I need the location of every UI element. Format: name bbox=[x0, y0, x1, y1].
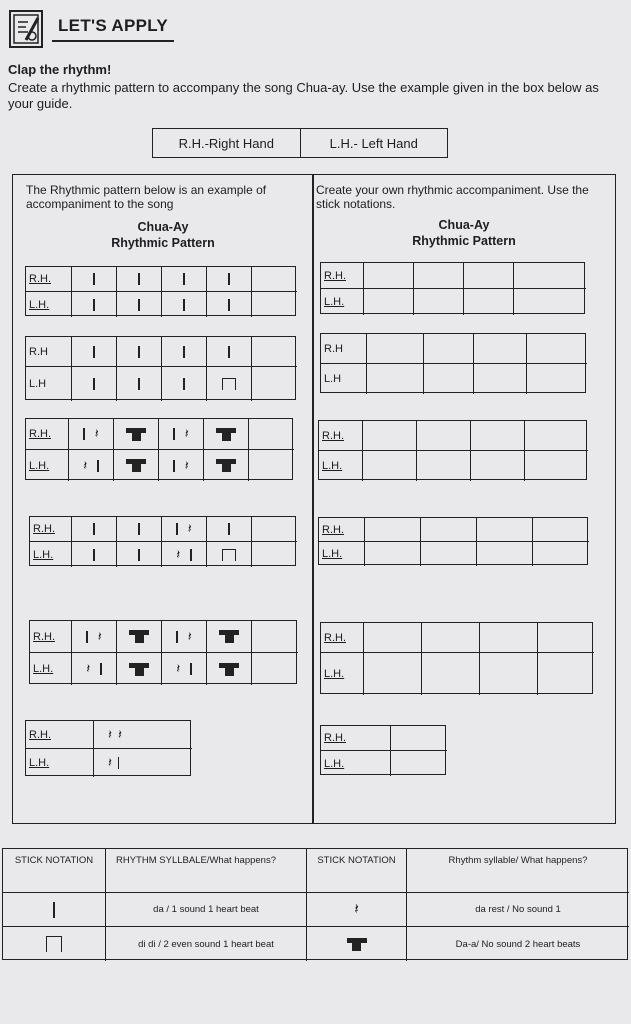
rest-icon: 𝄽 bbox=[187, 628, 192, 644]
note-cell bbox=[162, 367, 207, 401]
eighth-pair-symbol bbox=[3, 927, 106, 961]
note-cell bbox=[207, 621, 252, 653]
example-song-title: Chua-Ay bbox=[137, 220, 189, 234]
create-pattern-2[interactable] bbox=[320, 333, 586, 393]
create-song-title: Chua-Ay bbox=[438, 218, 490, 232]
rest-icon: 𝄽 bbox=[94, 426, 99, 441]
quarter-note-icon bbox=[97, 460, 99, 472]
answer-cell[interactable] bbox=[474, 364, 527, 394]
note-cell bbox=[252, 517, 297, 542]
section-title: LET'S APPLY bbox=[58, 16, 168, 35]
answer-cell[interactable] bbox=[364, 623, 422, 653]
note-cell bbox=[252, 292, 297, 317]
answer-cell[interactable] bbox=[474, 334, 527, 364]
header-rhythm-syllable: Rhythm syllable/ What happens? bbox=[407, 849, 629, 893]
answer-cell[interactable] bbox=[414, 263, 464, 289]
rh-label: R.H. bbox=[30, 621, 72, 653]
half-rest-icon bbox=[219, 663, 239, 676]
answer-cell[interactable] bbox=[414, 289, 464, 315]
answer-cell[interactable] bbox=[525, 421, 588, 451]
half-rest-icon bbox=[216, 459, 236, 472]
lh-label: L.H. bbox=[30, 542, 72, 567]
note-cell bbox=[159, 419, 204, 450]
note-cell bbox=[69, 450, 114, 481]
quarter-note-icon bbox=[176, 523, 178, 535]
answer-cell[interactable] bbox=[391, 726, 447, 751]
create-subtitle: Rhythmic Pattern bbox=[412, 234, 516, 248]
answer-cell[interactable] bbox=[363, 421, 417, 451]
note-cell bbox=[117, 367, 162, 401]
example-subtitle: Rhythmic Pattern bbox=[111, 236, 215, 250]
answer-cell[interactable] bbox=[514, 263, 586, 289]
rh-label: R.H. bbox=[26, 721, 94, 749]
header-stick-notation: STICK NOTATION bbox=[3, 849, 106, 893]
note-cell bbox=[72, 653, 117, 685]
example-pattern-6 bbox=[25, 720, 191, 776]
rest-icon: 𝄽 bbox=[108, 755, 112, 770]
note-cell bbox=[117, 542, 162, 567]
quarter-note-icon bbox=[173, 460, 175, 472]
quarter-note-icon bbox=[183, 346, 185, 358]
half-rest-icon bbox=[347, 938, 367, 951]
rh-label: R.H. bbox=[319, 518, 365, 542]
quarter-note-icon bbox=[93, 299, 95, 311]
note-cell bbox=[69, 419, 114, 450]
note-cell bbox=[72, 517, 117, 542]
quarter-note-icon bbox=[93, 346, 95, 358]
eighth-pair-icon bbox=[222, 549, 236, 561]
quarter-note-icon bbox=[228, 346, 230, 358]
note-cell bbox=[252, 621, 298, 653]
note-cell bbox=[207, 292, 252, 317]
example-pattern-5 bbox=[29, 620, 297, 684]
create-pattern-6[interactable] bbox=[320, 725, 446, 775]
note-cell bbox=[72, 367, 117, 401]
answer-cell[interactable] bbox=[417, 451, 471, 481]
answer-cell[interactable] bbox=[471, 421, 525, 451]
create-pattern-1[interactable] bbox=[320, 262, 585, 314]
answer-cell[interactable] bbox=[364, 263, 414, 289]
answer-cell[interactable] bbox=[464, 289, 514, 315]
answer-cell[interactable] bbox=[527, 364, 587, 394]
lh-label: L.H. bbox=[319, 542, 365, 566]
answer-cell[interactable] bbox=[480, 653, 538, 695]
rest-icon: 𝄽 bbox=[187, 521, 192, 536]
note-cell bbox=[117, 337, 162, 367]
answer-cell[interactable] bbox=[367, 334, 424, 364]
answer-cell[interactable] bbox=[514, 289, 586, 315]
rest-icon: 𝄽 bbox=[184, 426, 189, 441]
answer-cell[interactable] bbox=[424, 364, 474, 394]
note-cell bbox=[207, 367, 252, 401]
rh-label: R.H. bbox=[321, 726, 391, 751]
stick-notation-table bbox=[2, 848, 628, 960]
answer-cell[interactable] bbox=[364, 653, 422, 695]
half-rest-icon bbox=[129, 630, 149, 643]
answer-cell[interactable] bbox=[391, 751, 447, 776]
lh-label: L.H. bbox=[30, 653, 72, 685]
note-cell bbox=[94, 721, 192, 749]
quarter-note-icon bbox=[183, 378, 185, 390]
quarter-note-icon bbox=[53, 902, 55, 918]
note-cell bbox=[252, 267, 297, 292]
rh-label: R.H. bbox=[321, 623, 364, 653]
rest-icon: 𝄽 bbox=[176, 546, 181, 562]
rest-icon: 𝄽 bbox=[86, 661, 91, 676]
rest-icon: 𝄽 bbox=[97, 628, 102, 644]
note-cell bbox=[162, 337, 207, 367]
answer-cell[interactable] bbox=[421, 518, 477, 542]
note-cell bbox=[159, 450, 204, 481]
quarter-note-icon bbox=[138, 346, 140, 358]
half-rest-icon bbox=[129, 663, 149, 676]
lh-label: L.H. bbox=[321, 653, 364, 695]
eighth-pair-desc: di di / 2 even sound 1 heart beat bbox=[106, 927, 307, 961]
half-rest-icon bbox=[216, 428, 236, 441]
note-cell bbox=[117, 517, 162, 542]
lh-label: L.H bbox=[26, 367, 72, 401]
quarter-note-icon bbox=[138, 273, 140, 285]
note-cell bbox=[117, 267, 162, 292]
note-cell bbox=[162, 653, 207, 685]
answer-cell[interactable] bbox=[527, 334, 587, 364]
note-cell bbox=[72, 337, 117, 367]
rest-icon: 𝄽 bbox=[354, 900, 359, 918]
eighth-pair-icon bbox=[46, 936, 62, 952]
note-cell bbox=[162, 267, 207, 292]
answer-cell[interactable] bbox=[533, 542, 589, 566]
lh-label: L.H. bbox=[26, 292, 72, 317]
answer-cell[interactable] bbox=[471, 451, 525, 481]
rh-label: R.H. bbox=[30, 517, 72, 542]
example-pattern-2 bbox=[25, 336, 296, 400]
hand-legend bbox=[152, 128, 448, 158]
note-cell bbox=[117, 653, 162, 685]
note-cell bbox=[207, 653, 252, 685]
note-cell bbox=[117, 292, 162, 317]
quarter-note-icon bbox=[190, 549, 192, 561]
answer-cell[interactable] bbox=[422, 653, 480, 695]
answer-cell[interactable] bbox=[477, 518, 533, 542]
half-rest-icon bbox=[219, 630, 239, 643]
lh-label: L.H. bbox=[26, 749, 94, 777]
note-cell bbox=[207, 267, 252, 292]
quarter-note-icon bbox=[118, 757, 120, 769]
quarter-note-icon bbox=[93, 523, 95, 535]
eighth-pair-icon bbox=[222, 378, 236, 390]
lh-label: L.H. bbox=[319, 451, 363, 481]
answer-cell[interactable] bbox=[525, 451, 588, 481]
half-rest-symbol bbox=[307, 927, 407, 961]
answer-cell[interactable] bbox=[464, 263, 514, 289]
book-pencil-icon bbox=[8, 8, 46, 50]
quarter-note-icon bbox=[138, 523, 140, 535]
quarter-note-icon bbox=[86, 631, 88, 643]
quarter-note-icon bbox=[228, 299, 230, 311]
quarter-note-icon bbox=[228, 523, 230, 535]
answer-cell[interactable] bbox=[365, 518, 421, 542]
header-rhythm-syllable: RHYTHM SYLLBALE/What happens? bbox=[106, 849, 307, 893]
note-cell bbox=[162, 292, 207, 317]
rh-label: R.H bbox=[26, 337, 72, 367]
column-divider bbox=[312, 174, 314, 824]
title-underline bbox=[52, 40, 174, 42]
quarter-note-icon bbox=[93, 273, 95, 285]
note-cell bbox=[207, 337, 252, 367]
quarter-note-icon bbox=[100, 663, 102, 675]
note-cell bbox=[117, 621, 162, 653]
note-cell bbox=[114, 419, 159, 450]
activity-heading: Clap the rhythm! bbox=[8, 62, 112, 77]
note-cell bbox=[204, 450, 249, 481]
answer-cell[interactable] bbox=[477, 542, 533, 566]
example-pattern-1 bbox=[25, 266, 296, 316]
rest-icon: 𝄽 bbox=[117, 726, 122, 742]
note-cell bbox=[204, 419, 249, 450]
note-cell bbox=[252, 367, 297, 401]
lh-label: L.H. bbox=[26, 450, 69, 481]
rest-icon: 𝄽 bbox=[83, 457, 88, 473]
rh-label: R.H. bbox=[26, 267, 72, 292]
rest-icon: 𝄽 bbox=[108, 726, 112, 742]
quarter-note-icon bbox=[93, 549, 95, 561]
create-pattern-5[interactable] bbox=[320, 622, 593, 694]
example-pattern-4 bbox=[29, 516, 296, 566]
quarter-note-icon bbox=[173, 428, 175, 440]
legend-right-hand: R.H.-Right Hand bbox=[178, 135, 274, 151]
note-cell bbox=[162, 542, 207, 567]
answer-cell[interactable] bbox=[417, 421, 471, 451]
answer-cell[interactable] bbox=[365, 542, 421, 566]
quarter-note-icon bbox=[83, 428, 85, 440]
half-rest-desc: Da-a/ No sound 2 heart beats bbox=[455, 938, 581, 950]
note-cell bbox=[249, 450, 294, 481]
answer-cell[interactable] bbox=[424, 334, 474, 364]
note-cell bbox=[207, 517, 252, 542]
quarter-note-icon bbox=[138, 378, 140, 390]
quarter-note-icon bbox=[138, 549, 140, 561]
note-cell bbox=[114, 450, 159, 481]
note-cell bbox=[207, 542, 252, 567]
quarter-note-icon bbox=[183, 299, 185, 311]
lh-label: L.H. bbox=[321, 289, 364, 315]
answer-cell[interactable] bbox=[422, 623, 480, 653]
answer-cell[interactable] bbox=[364, 289, 414, 315]
example-pattern-3 bbox=[25, 418, 293, 480]
lh-label: L.H bbox=[321, 364, 367, 394]
rest-symbol bbox=[307, 893, 407, 927]
answer-cell[interactable] bbox=[421, 542, 477, 566]
quarter-note-icon bbox=[93, 378, 95, 390]
quarter-note-icon bbox=[176, 631, 178, 643]
create-intro: Create your own rhythmic accompaniment. Use the stick notations. bbox=[316, 183, 589, 211]
rest-desc: da rest / No sound 1 bbox=[407, 893, 629, 927]
note-cell bbox=[162, 517, 207, 542]
note-cell bbox=[72, 267, 117, 292]
half-rest-icon bbox=[126, 428, 146, 441]
legend-left-hand: L.H.- Left Hand bbox=[300, 129, 448, 157]
note-cell bbox=[252, 542, 297, 567]
answer-cell[interactable] bbox=[538, 653, 594, 695]
answer-cell[interactable] bbox=[367, 364, 424, 394]
note-cell bbox=[72, 542, 117, 567]
quarter-note-icon bbox=[138, 299, 140, 311]
quarter-note-icon bbox=[183, 273, 185, 285]
note-cell bbox=[252, 337, 297, 367]
lh-label: L.H. bbox=[321, 751, 391, 776]
header-stick-notation: STICK NOTATION bbox=[307, 849, 407, 893]
rest-icon: 𝄽 bbox=[184, 457, 189, 473]
quarter-note-desc: da / 1 sound 1 heart beat bbox=[106, 893, 307, 927]
answer-cell[interactable] bbox=[538, 623, 594, 653]
note-cell bbox=[162, 621, 207, 653]
create-pattern-3[interactable] bbox=[318, 420, 587, 480]
quarter-note-symbol bbox=[3, 893, 106, 927]
quarter-note-icon bbox=[228, 273, 230, 285]
instruction-text: Create a rhythmic pattern to accompany the song Chua-ay. Use the example given in the box below as your guide. bbox=[8, 80, 599, 111]
rh-label: R.H. bbox=[26, 419, 69, 450]
note-cell bbox=[72, 292, 117, 317]
rh-label: R.H. bbox=[319, 421, 363, 451]
answer-cell[interactable] bbox=[533, 518, 589, 542]
rh-label: R.H. bbox=[321, 263, 364, 289]
example-intro: The Rhythmic pattern below is an example of accompaniment to the song bbox=[26, 183, 267, 211]
quarter-note-icon bbox=[190, 663, 192, 675]
answer-cell[interactable] bbox=[363, 451, 417, 481]
create-pattern-4[interactable] bbox=[318, 517, 588, 565]
half-rest-icon bbox=[126, 459, 146, 472]
answer-cell[interactable] bbox=[480, 623, 538, 653]
note-cell bbox=[94, 749, 192, 777]
rest-icon: 𝄽 bbox=[176, 661, 181, 676]
note-cell bbox=[252, 653, 298, 685]
note-cell bbox=[249, 419, 294, 450]
rh-label: R.H bbox=[321, 334, 367, 364]
note-cell bbox=[72, 621, 117, 653]
